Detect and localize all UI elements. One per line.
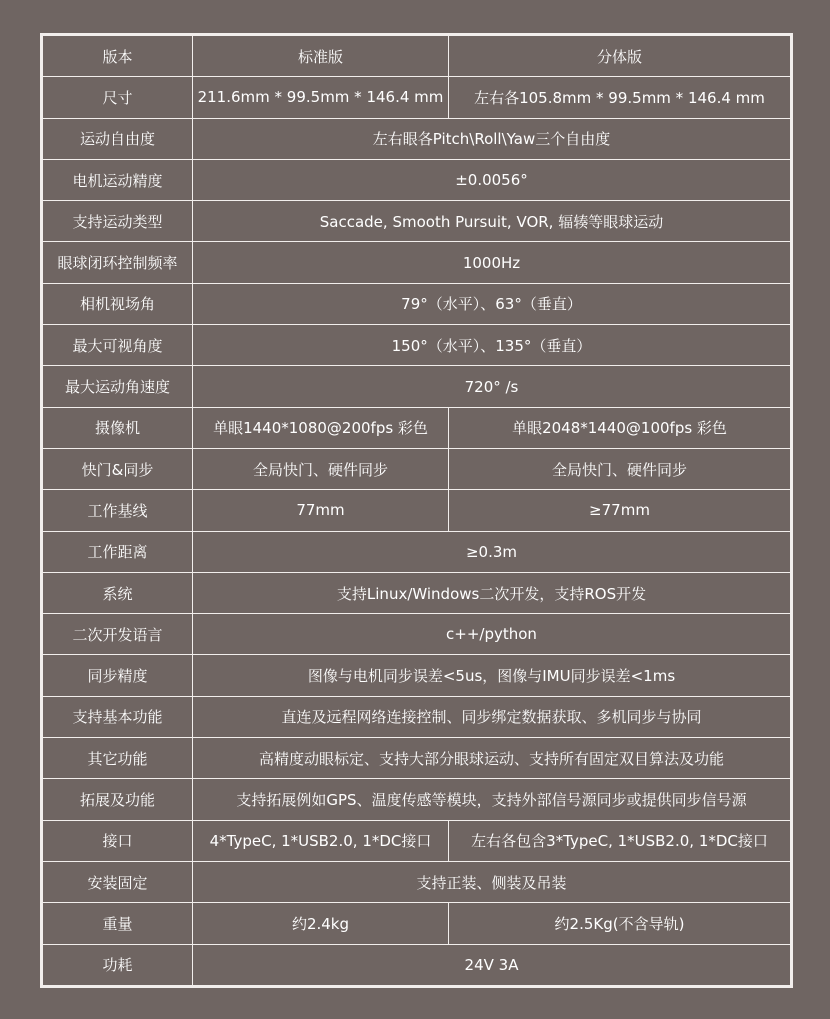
row-value: c++/python (193, 614, 791, 655)
spec-table (42, 35, 791, 986)
table-row (43, 944, 791, 985)
row-value-split: ≥77mm (449, 490, 791, 531)
row-value-standard: 约2.4kg (193, 903, 449, 944)
row-label: 相机视场角 (43, 283, 193, 324)
table-row (43, 820, 791, 861)
table-row (43, 36, 791, 77)
table-row (43, 531, 791, 572)
row-value: 直连及远程网络连接控制、同步绑定数据获取、多机同步与协同 (193, 696, 791, 737)
table-row (43, 614, 791, 655)
row-label: 摄像机 (43, 407, 193, 448)
row-value: 支持正装、侧装及吊装 (193, 861, 791, 902)
row-label: 功耗 (43, 944, 193, 985)
table-row (43, 861, 791, 902)
row-label: 版本 (43, 36, 193, 77)
table-row (43, 118, 791, 159)
row-label: 最大运动角速度 (43, 366, 193, 407)
row-value-split: 全局快门、硬件同步 (449, 448, 791, 489)
row-value: Saccade, Smooth Pursuit, VOR, 辐辏等眼球运动 (193, 201, 791, 242)
table-row (43, 325, 791, 366)
table-row (43, 283, 791, 324)
row-label: 系统 (43, 572, 193, 613)
row-value-split: 左右各105.8mm * 99.5mm * 146.4 mm (449, 77, 791, 118)
row-value-standard: 标准版 (193, 36, 449, 77)
row-value-standard: 单眼1440*1080@200fps 彩色 (193, 407, 449, 448)
row-label: 快门&同步 (43, 448, 193, 489)
row-value: 支持拓展例如GPS、温度传感等模块，支持外部信号源同步或提供同步信号源 (193, 779, 791, 820)
table-row (43, 696, 791, 737)
row-label: 运动自由度 (43, 118, 193, 159)
table-row (43, 159, 791, 200)
row-value-standard: 77mm (193, 490, 449, 531)
row-value-standard: 4*TypeC, 1*USB2.0, 1*DC接口 (193, 820, 449, 861)
row-label: 重量 (43, 903, 193, 944)
table-row (43, 779, 791, 820)
row-value: 图像与电机同步误差<5us，图像与IMU同步误差<1ms (193, 655, 791, 696)
row-value-split: 左右各包含3*TypeC, 1*USB2.0, 1*DC接口 (449, 820, 791, 861)
spec-table-frame (40, 33, 793, 988)
row-label: 工作基线 (43, 490, 193, 531)
row-label: 工作距离 (43, 531, 193, 572)
table-row (43, 572, 791, 613)
row-label: 接口 (43, 820, 193, 861)
table-row (43, 903, 791, 944)
table-row (43, 366, 791, 407)
row-label: 最大可视角度 (43, 325, 193, 366)
table-row (43, 655, 791, 696)
row-value: ≥0.3m (193, 531, 791, 572)
row-value-split: 分体版 (449, 36, 791, 77)
row-value-split: 单眼2048*1440@100fps 彩色 (449, 407, 791, 448)
row-label: 其它功能 (43, 738, 193, 779)
row-value: 1000Hz (193, 242, 791, 283)
row-value: 720° /s (193, 366, 791, 407)
row-label: 支持基本功能 (43, 696, 193, 737)
spec-table-body (43, 36, 791, 986)
row-value-split: 约2.5Kg(不含导轨) (449, 903, 791, 944)
table-row (43, 448, 791, 489)
row-value: 150°（水平）、135°（垂直） (193, 325, 791, 366)
table-row (43, 490, 791, 531)
table-row (43, 77, 791, 118)
row-value: 支持Linux/Windows二次开发，支持ROS开发 (193, 572, 791, 613)
row-value: 左右眼各Pitch\Roll\Yaw三个自由度 (193, 118, 791, 159)
table-row (43, 201, 791, 242)
row-label: 支持运动类型 (43, 201, 193, 242)
row-label: 二次开发语言 (43, 614, 193, 655)
row-value: 24V 3A (193, 944, 791, 985)
row-label: 尺寸 (43, 77, 193, 118)
table-row (43, 242, 791, 283)
row-label: 拓展及功能 (43, 779, 193, 820)
row-value-standard: 全局快门、硬件同步 (193, 448, 449, 489)
row-value-standard: 211.6mm * 99.5mm * 146.4 mm (193, 77, 449, 118)
row-label: 电机运动精度 (43, 159, 193, 200)
table-row (43, 738, 791, 779)
row-value: ±0.0056° (193, 159, 791, 200)
table-row (43, 407, 791, 448)
row-label: 眼球闭环控制频率 (43, 242, 193, 283)
row-label: 安装固定 (43, 861, 193, 902)
row-value: 高精度动眼标定、支持大部分眼球运动、支持所有固定双目算法及功能 (193, 738, 791, 779)
row-value: 79°（水平）、63°（垂直） (193, 283, 791, 324)
row-label: 同步精度 (43, 655, 193, 696)
